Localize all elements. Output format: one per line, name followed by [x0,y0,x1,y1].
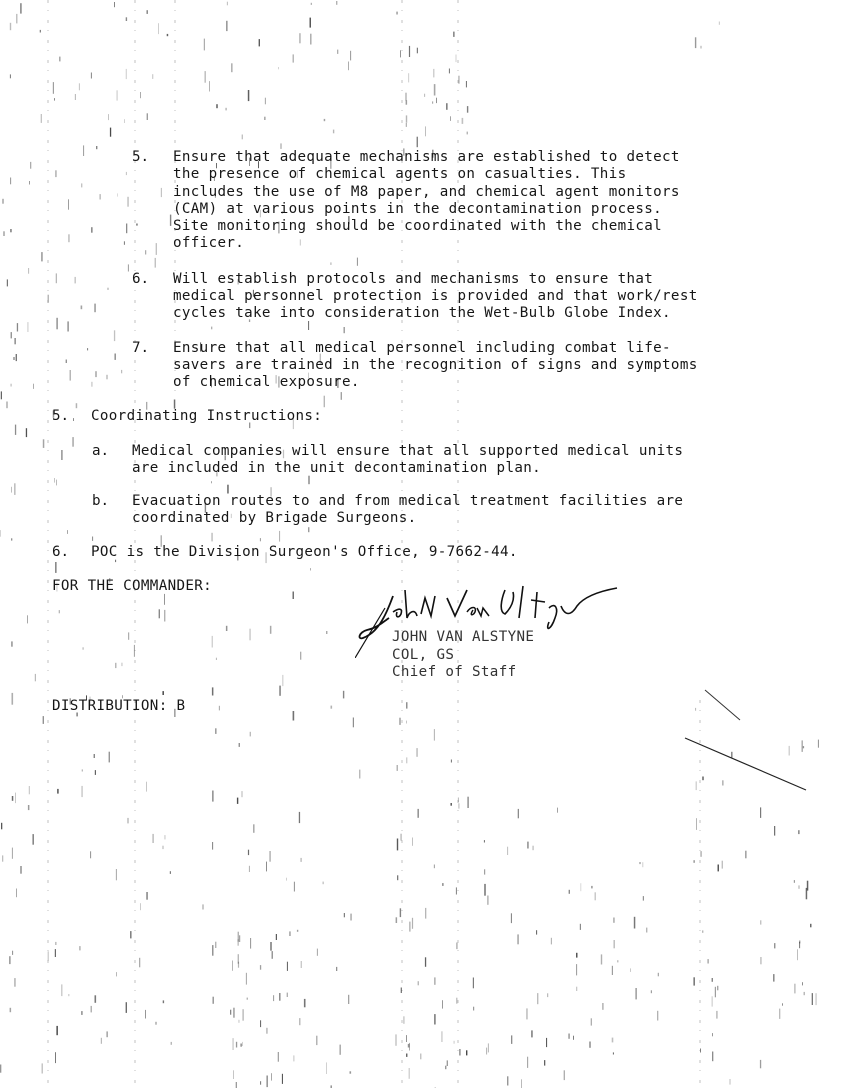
item-7-line-1: Ensure that all medical personnel including combat life- [173,340,671,356]
section-heading: Coordinating Instructions: [91,408,323,424]
item-7-line-2: savers are trained in the recognition of signs and symptoms [173,357,698,373]
section-number: 5. [52,408,70,424]
distribution: DISTRIBUTION: B [52,698,186,714]
subitem-b-line-2: coordinated by Brigade Surgeons. [132,510,417,526]
item-number: 7. [132,340,150,356]
subitem-a-letter: a. [92,443,110,459]
item-5-line-1: Ensure that adequate mechanisms are established to detect [173,149,680,165]
signer-rank: COL, GS [392,647,455,663]
item-5-line-5: Site monitoring should be coordinated with the chemical [173,218,663,234]
signer-title: Chief of Staff [392,664,517,680]
item-5-line-3: includes the use of M8 paper, and chemical agent monitors [173,184,680,200]
for-the-commander: FOR THE COMMANDER: [52,578,213,594]
handwritten-signature [355,578,635,658]
item-number: 6. [132,271,150,287]
subitem-a-line-1: Medical companies will ensure that all supported medical units [132,443,684,459]
subitem-a-line-2: are included in the unit decontamination plan. [132,460,542,476]
item-6-line-1: Will establish protocols and mechanisms to ensure that [173,271,654,287]
item-7-line-3: of chemical exposure. [173,374,360,390]
poc-line: POC is the Division Surgeon's Office, 9-7662-44. [91,544,518,560]
item-number: 5. [132,149,150,165]
item-5-line-4: (CAM) at various points in the decontamination process. [173,201,663,217]
section-number: 6. [52,544,70,560]
subitem-b-line-1: Evacuation routes to and from medical treatment facilities are [132,493,684,509]
subitem-b-letter: b. [92,493,110,509]
item-5-line-6: officer. [173,235,245,251]
item-6-line-3: cycles take into consideration the Wet-Bulb Globe Index. [173,305,671,321]
item-6-line-2: medical personnel protection is provided and that work/rest [173,288,698,304]
signer-name: JOHN VAN ALSTYNE [392,629,535,645]
item-5-line-2: the presence of chemical agents on casualties. This [173,166,627,182]
